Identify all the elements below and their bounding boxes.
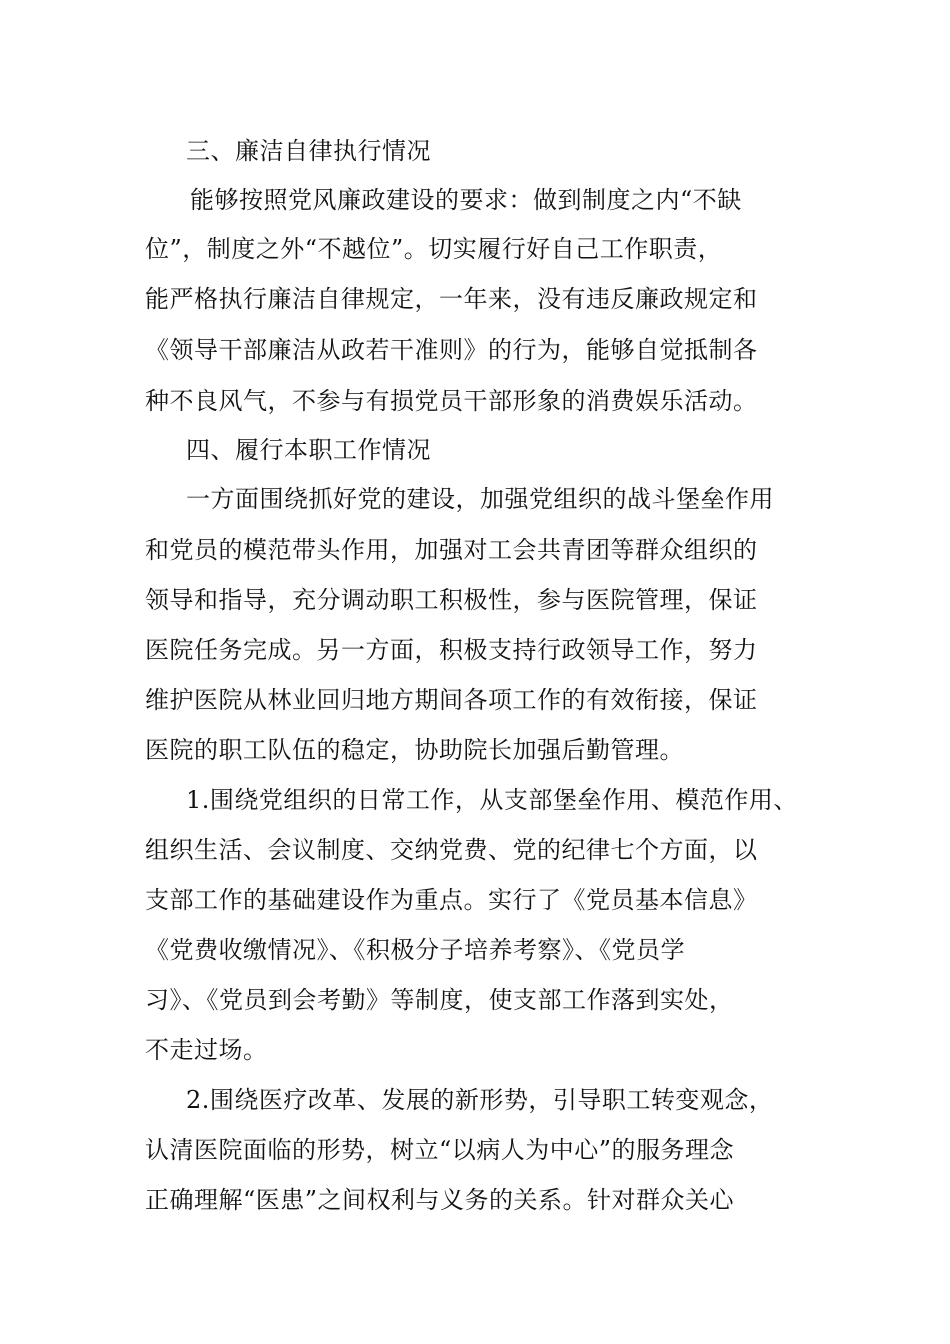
paragraph-line: 正确理解“医患”之间权利与义务的关系。针对群众关心 [145,1186,735,1214]
paragraph-line: 能严格执行廉洁自律规定，一年来，没有违反廉政规定和 [145,285,758,313]
paragraph-line: 医院任务完成。另一方面，积极支持行政领导工作，努力 [145,636,758,664]
paragraph-line: 认清医院面临的形势，树立“以病人为中心”的服务理念 [145,1136,735,1164]
numbered-item-2: 2.围绕医疗改革、发展的新形势，引导职工转变观念， [186,1086,774,1114]
paragraph-line: 种不良风气，不参与有损党员干部形象的消费娱乐活动。 [145,387,758,415]
paragraph-line: 《党费收缴情况》、《积极分子培养考察》、《党员学 [145,936,685,964]
paragraph-line: 习》、《党员到会考勤》等制度，使支部工作落到实处， [145,986,734,1014]
paragraph-line: 领导和指导，充分调动职工积极性，参与医院管理，保证 [145,586,758,614]
paragraph-line: 一方面围绕抓好党的建设，加强党组织的战斗堡垒作用 [186,485,774,513]
section-heading-3: 三、廉洁自律执行情况 [186,137,431,165]
numbered-item-1: 1.围绕党组织的日常工作，从支部堡垒作用、模范作用、 [186,786,798,814]
paragraph-line: 能够按照党风廉政建设的要求：做到制度之内“不缺 [190,186,742,214]
paragraph-line: 医院的职工队伍的稳定，协助院长加强后勤管理。 [145,736,684,764]
paragraph-line: 维护医院从林业回归地方期间各项工作的有效衔接，保证 [145,686,758,714]
paragraph-line: 和党员的模范带头作用，加强对工会共青团等群众组织的 [145,536,758,564]
paragraph-line: 位”，制度之外“不越位”。切实履行好自己工作职责， [145,235,723,263]
paragraph-line: 组织生活、会议制度、交纳党费、党的纪律七个方面，以 [145,836,758,864]
section-heading-4: 四、履行本职工作情况 [186,436,431,464]
paragraph-line: 不走过场。 [145,1036,268,1064]
paragraph-line: 支部工作的基础建设作为重点。实行了《党员基本信息》 [145,886,758,914]
paragraph-line: 《领导干部廉洁从政若干准则》的行为，能够自觉抵制各 [145,336,758,364]
